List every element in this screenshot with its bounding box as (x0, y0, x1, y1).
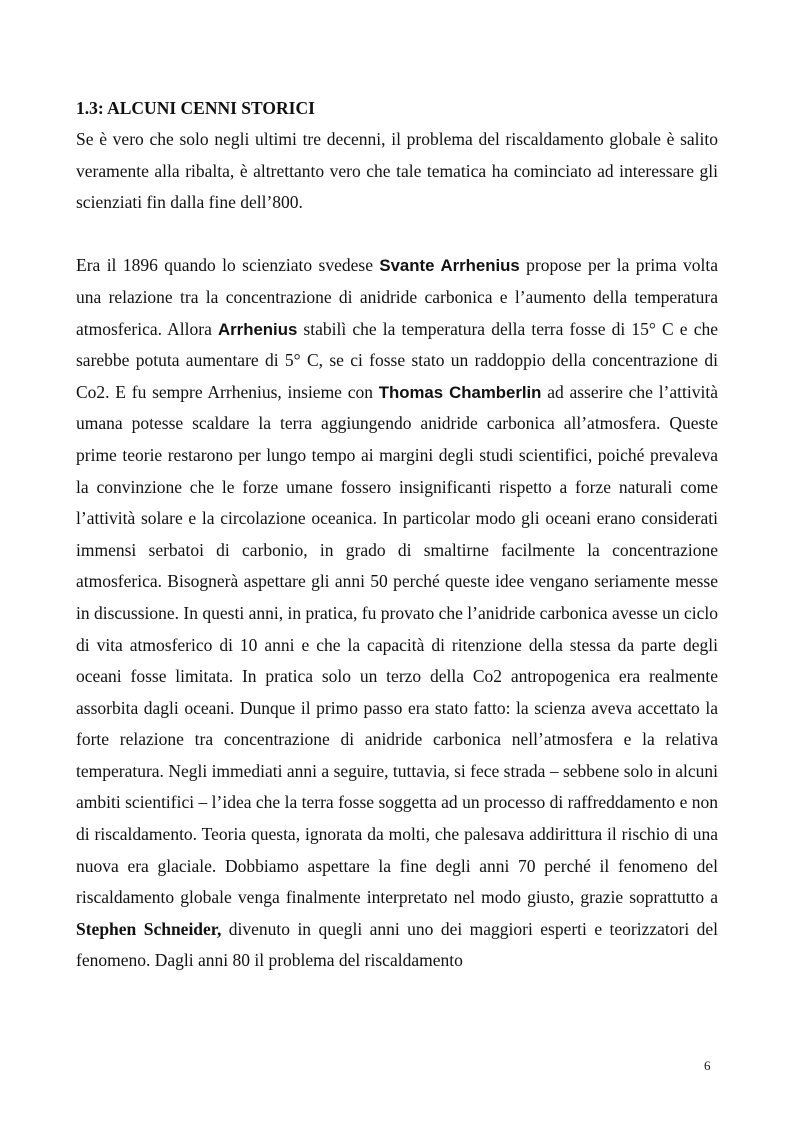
document-body (76, 92, 718, 977)
page-number: 6 (704, 1058, 711, 1073)
name-arrhenius: Arrhenius (218, 319, 298, 339)
paragraph-intro: Se è vero che solo negli ultimi tre decenni, il problema del riscaldamento globale è salito veramente alla ribalta, è altrettanto vero che tale tematica ha cominciato ad interessare gli scienziati fin dalla fine dell’800. (76, 129, 718, 213)
text-segment: divenuto in quegli anni uno dei maggiori esperti e teorizzatori del fenomeno. Dagli anni 80 il problema del riscaldamento (76, 918, 718, 971)
text-segment: stabilì che la temperatura della terra fosse di 15° C e che sarebbe potuta aumentare di 5° C, se ci fosse stato un raddoppio della concentrazione di Co2. E fu sempre Arrhenius, insieme con (76, 318, 718, 402)
text-segment: propose per la prima volta una relazione tra la concentrazione di anidride carbonica e l’aumento della temperatura atmosferica. Allora (76, 255, 718, 339)
section-heading: 1.3: ALCUNI CENNI STORICI (76, 98, 315, 118)
name-stephen-schneider: Stephen Schneider, (76, 918, 222, 939)
name-svante-arrhenius: Svante Arrhenius (379, 256, 520, 276)
name-thomas-chamberlin: Thomas Chamberlin (378, 382, 542, 402)
paragraph-history (76, 250, 718, 977)
text-segment: ad asserire che l’attività umana potesse scaldare la terra aggiungendo anidride carbonica all’atmosfera. Queste prime teorie restarono per lungo tempo ai margini degli studi scientifici, poiché prevaleva la convinzione che le forze umane fossero insignificanti rispetto a forze naturali come l’attività solare e la circolazione oceanica. In particolar modo gli oceani erano considerati immensi serbatoi di carbonio, in grado di smaltirne facilmente la concentrazione atmosferica. Bisognerà aspettare gli anni 50 perché queste idee vengano seriamente messe in discussione. In questi anni, in pratica, fu provato che l’anidride carbonica avesse un ciclo di vita atmosferico di 10 anni e che la capacità di ritenzione della stessa da parte degli oceani fosse limitata. In pratica solo un terzo della Co2 antropogenica era realmente assorbita dagli oceani. Dunque il primo passo era stato fatto: la scienza aveva accettato la forte relazione tra concentrazione di anidride carbonica nell’atmosfera e la relativa temperatura. Negli immediati anni a seguire, tuttavia, si fece strada – sebbene solo in alcuni ambiti scientifici – l’idea che la terra fosse soggetta ad un processo di raffreddamento e non di riscaldamento. Teoria questa, ignorata da molti, che palesava addirittura il rischio di una nuova era glaciale. Dobbiamo aspettare la fine degli anni 70 perché il fenomeno del riscaldamento globale venga finalmente interpretato nel modo giusto, grazie soprattutto a (76, 381, 718, 908)
text-segment: Era il 1896 quando lo scienziato svedese (76, 255, 380, 276)
